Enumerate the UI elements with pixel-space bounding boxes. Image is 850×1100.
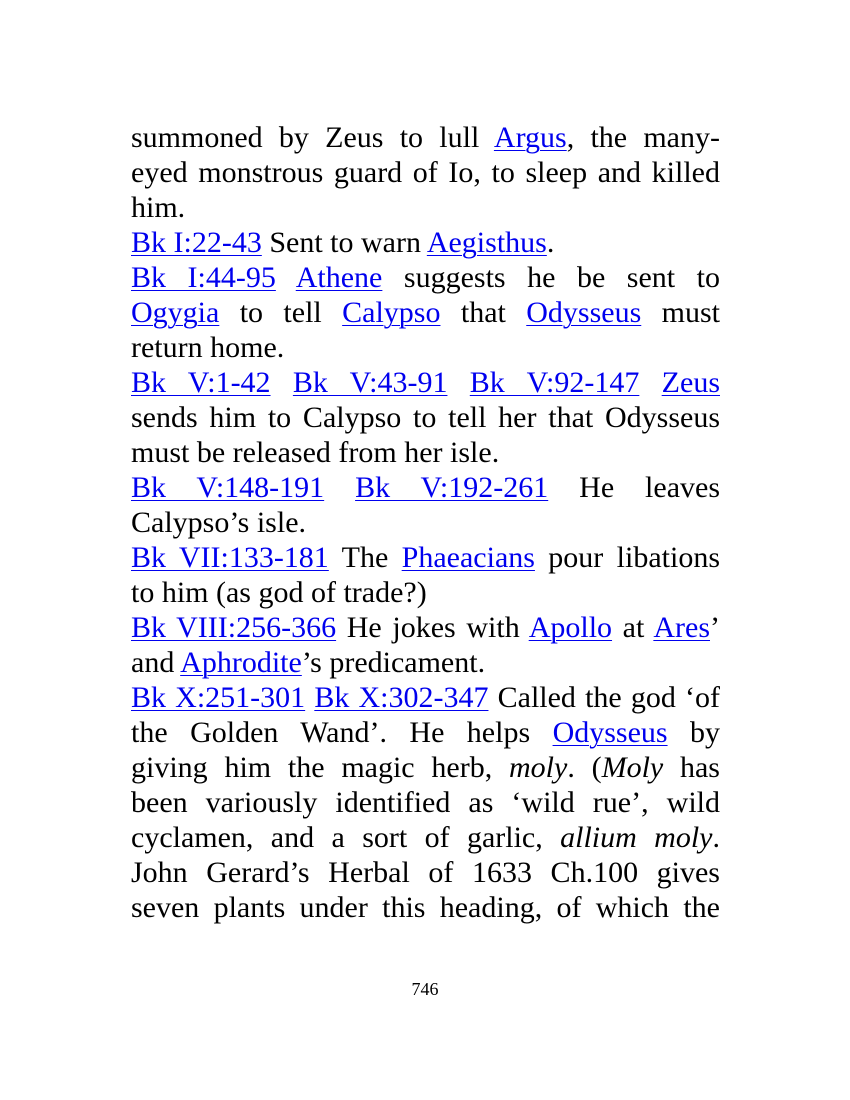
reference-link[interactable]: Bk X:251-301 [131,681,306,714]
text-run: and [131,646,181,679]
text-line [131,855,720,890]
text-run: at [612,611,654,644]
text-run: summoned by Zeus to lull [131,121,494,154]
reference-link[interactable]: Aphrodite [180,646,302,679]
text-run: eyed monstrous guard of Io, to sleep and killed [131,156,720,189]
reference-link[interactable]: Bk I:44-95 [131,261,276,294]
text-run: , the many- [566,121,720,154]
text-line [131,400,720,435]
reference-link[interactable]: Bk VII:133-181 [131,541,329,574]
text-run: Sent to warn [261,226,427,259]
text-run: ’s predicament. [301,646,486,679]
text-body [131,120,720,925]
text-line [131,610,720,645]
text-line [131,820,720,855]
reference-link[interactable]: Odysseus [552,716,668,749]
italic-term: Moly [601,751,664,784]
text-line [131,785,720,820]
text-run: The [328,541,402,574]
text-line [131,225,720,260]
text-run: has [663,751,720,784]
text-run: must be released from her isle. [131,436,500,469]
text-run: suggests he be sent to [382,261,720,294]
text-line [131,190,720,225]
text-run: return home. [131,331,285,364]
text-run: pour libations [534,541,720,574]
text-line [131,540,720,575]
text-run: sends him to Calypso to tell her that Odysseus [131,401,720,434]
text-run: by [667,716,720,749]
reference-link[interactable]: Bk I:22-43 [131,226,262,259]
text-run [276,261,296,294]
text-line [131,575,720,610]
page-number: 746 [411,979,439,999]
text-run: seven plants under this heading, of which the [131,891,720,924]
text-run: John Gerard’s Herbal of 1633 Ch.100 gives [131,856,720,889]
text-line [131,645,720,680]
text-run: to tell [219,296,343,329]
text-run: that [440,296,527,329]
text-run: Called the god ‘of [488,681,721,714]
reference-link[interactable]: Ares [653,611,710,644]
reference-link[interactable]: Bk X:302-347 [314,681,489,714]
text-run: must [641,296,720,329]
text-run: . [712,821,720,854]
text-run: Calypso’s isle. [131,506,307,539]
text-run [447,366,469,399]
text-line [131,260,720,295]
reference-link[interactable]: Bk V:1-42 [131,366,271,399]
text-line [131,120,720,155]
text-run: been variously identified as ‘wild rue’, wild [131,786,720,819]
text-run: He leaves [548,471,721,504]
reference-link[interactable]: Calypso [342,296,441,329]
text-run: . [546,226,555,259]
reference-link[interactable]: Odysseus [526,296,642,329]
text-run [305,681,314,714]
text-line [131,470,720,505]
text-line [131,505,720,540]
text-run: the Golden Wand’. He helps [131,716,553,749]
italic-term: allium moly [560,821,713,854]
text-line [131,750,720,785]
reference-link[interactable]: Phaeacians [401,541,535,574]
text-line [131,295,720,330]
text-run: He jokes with [336,611,529,644]
text-run [324,471,355,504]
reference-link[interactable]: Apollo [528,611,613,644]
reference-link[interactable]: Athene [295,261,383,294]
text-line [131,365,720,400]
text-run: him. [131,191,186,224]
reference-link[interactable]: Bk VIII:256-366 [131,611,337,644]
text-line [131,435,720,470]
reference-link[interactable]: Bk V:148-191 [131,471,325,504]
text-run: giving him the magic herb, [131,751,509,784]
reference-link[interactable]: Bk V:192-261 [355,471,549,504]
text-run: . ( [567,751,602,784]
text-run: ’ [710,611,720,644]
text-run: to him (as god of trade?) [131,576,427,609]
reference-link[interactable]: Bk V:43-91 [292,366,448,399]
text-line [131,680,720,715]
reference-link[interactable]: Ogygia [131,296,220,329]
italic-term: moly [508,751,568,784]
text-run: cyclamen, and a sort of garlic, [131,821,561,854]
reference-link[interactable]: Zeus [661,366,720,399]
text-line [131,890,720,925]
reference-link[interactable]: Aegisthus [426,226,547,259]
text-run [639,366,661,399]
reference-link[interactable]: Argus [493,121,567,154]
text-line [131,330,720,365]
reference-link[interactable]: Bk V:92-147 [469,366,640,399]
text-line [131,715,720,750]
text-line [131,155,720,190]
text-run [271,366,293,399]
